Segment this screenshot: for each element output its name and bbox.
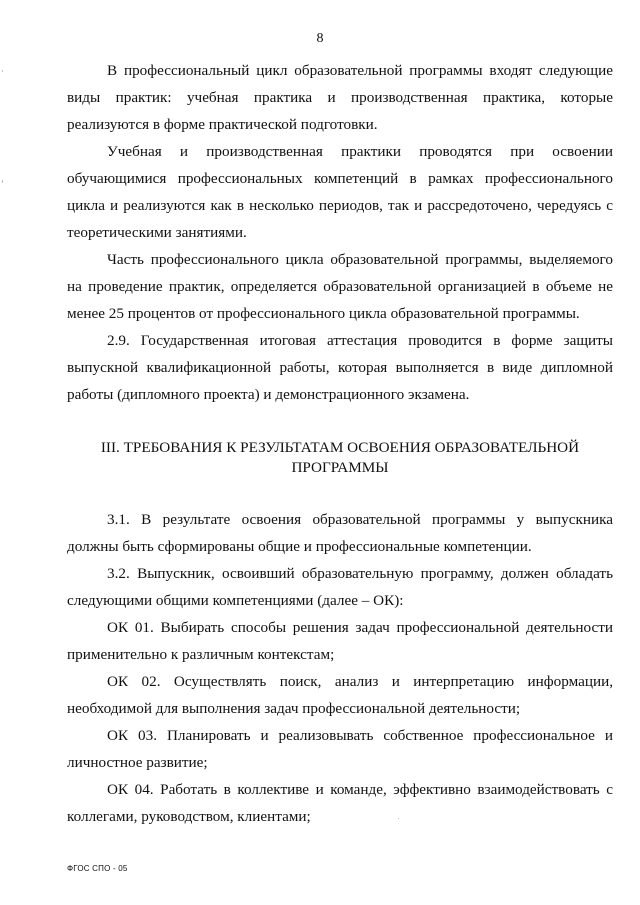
competency-ok-03: ОК 03. Планировать и реализовывать собственное профессиональное и личностное развитие;	[67, 727, 613, 771]
competency-ok-01: ОК 01. Выбирать способы решения задач профессиональной деятельности применительно к различным контекстам;	[67, 619, 613, 663]
paragraph-final-attestation: 2.9. Государственная итоговая аттестация проводится в форме защиты выпускной квалификационной работы, которая выполняется в виде дипломной работы (дипломного проекта) и демонстрационного экзамена.	[67, 332, 613, 403]
section-heading-line2: ПРОГРАММЫ	[291, 459, 389, 476]
paragraph-practice-conduct: Учебная и производственная практики проводятся при освоении обучающимися профессиональных компетенций в рамках профессионального цикла и реализуются как в несколько периодов, так и рассредоточено, чередуясь с теоретическими занятиями.	[67, 143, 613, 241]
paragraph-3-1: 3.1. В результате освоения образовательной программы у выпускника должны быть сформированы общие и профессиональные компетенции.	[67, 511, 613, 555]
section-heading-line1: III. ТРЕБОВАНИЯ К РЕЗУЛЬТАТАМ ОСВОЕНИЯ ОБРАЗОВАТЕЛЬНОЙ	[100, 439, 580, 456]
paragraph-practice-share: Часть профессионального цикла образовательной программы, выделяемого на проведение практик, определяется образовательной организацией в объеме не менее 25 процентов от профессионального цикла образовательной программы.	[67, 251, 613, 322]
paragraph-practice-types: В профессиональный цикл образовательной программы входят следующие виды практик: учебная практика и производственная практика, которые реализуются в форме практической подготовки.	[67, 62, 613, 133]
scan-mark	[2, 70, 3, 72]
document-footer: ФГОС СПО - 05	[67, 864, 128, 873]
scan-mark	[398, 818, 399, 819]
scan-mark	[2, 180, 3, 183]
document-body	[67, 57, 613, 830]
paragraph-3-2: 3.2. Выпускник, освоивший образовательную программу, должен обладать следующими общими компетенциями (далее – ОК):	[67, 565, 613, 609]
section-heading	[67, 438, 613, 478]
page-number: 8	[316, 31, 324, 46]
competency-ok-02: ОК 02. Осуществлять поиск, анализ и интерпретацию информации, необходимой для выполнения задач профессиональной деятельности;	[67, 673, 613, 717]
competency-ok-04: ОК 04. Работать в коллективе и команде, эффективно взаимодействовать с коллегами, руководством, клиентами;	[67, 781, 613, 825]
